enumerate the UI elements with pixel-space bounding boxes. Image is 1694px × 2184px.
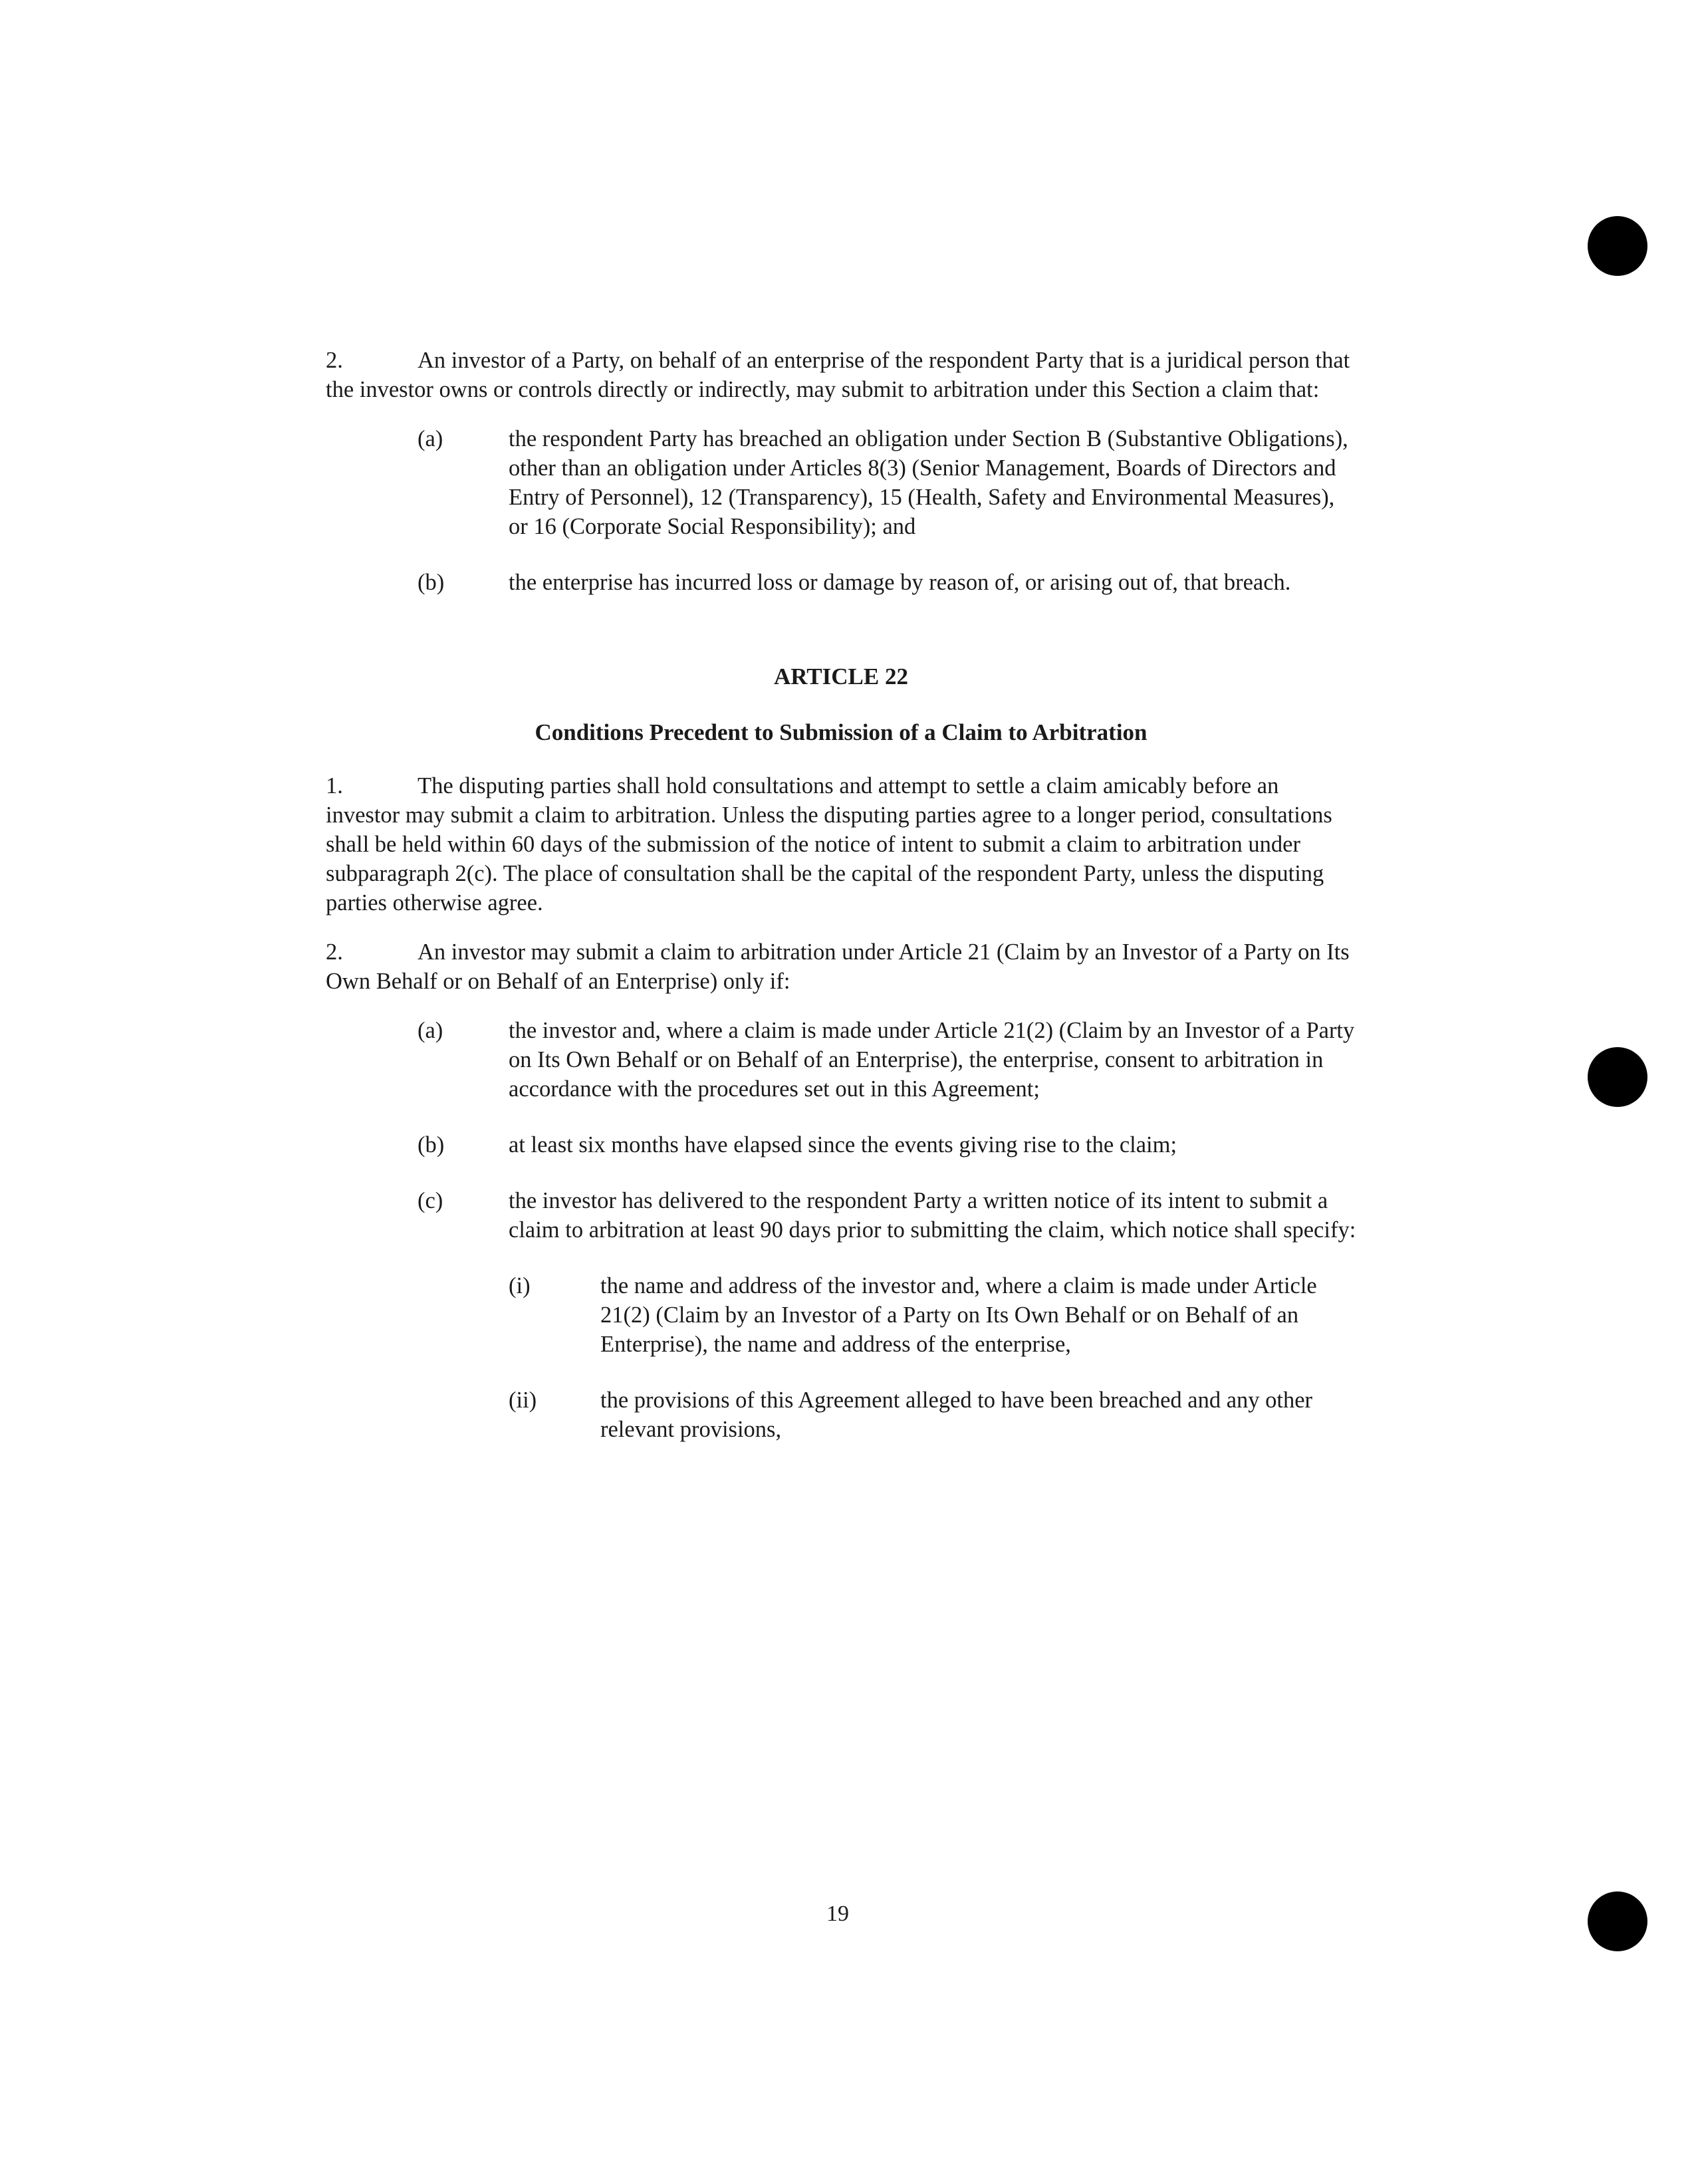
item-label: (a)	[418, 426, 443, 451]
paragraph-text: An investor may submit a claim to arbitration under Article 21 (Claim by an Investor of a Party on Its Own Behalf or on Behalf of an Enterprise) only if:	[326, 939, 1350, 994]
punch-hole-top	[1588, 216, 1647, 276]
item-label: (i)	[509, 1273, 531, 1298]
paragraph-22-2	[326, 937, 1356, 996]
paragraph-number: 2.	[326, 348, 343, 373]
item-text: the respondent Party has breached an obligation under Section B (Substantive Obligations), other than an obligation under Articles 8(3) (Senior Management, Boards of Directors and Entry of Personnel), 12 (Transparency), 15 (Health, Safety and Environmental Measures), or 16 (Corporate Social Responsibility); and	[509, 426, 1348, 539]
item-label: (b)	[418, 570, 445, 595]
item-text: the provisions of this Agreement alleged to have been breached and any other relevant provisions,	[600, 1388, 1313, 1442]
list-item	[418, 1016, 1356, 1104]
paragraph-21-2	[326, 346, 1356, 404]
list-item	[418, 1186, 1356, 1245]
list-item	[418, 424, 1356, 541]
punch-hole-middle	[1588, 1047, 1647, 1107]
article-title: Conditions Precedent to Submission of a Claim to Arbitration	[535, 719, 1148, 745]
paragraph-number: 2.	[326, 939, 343, 965]
item-label: (a)	[418, 1018, 443, 1043]
subparagraph-list	[326, 424, 1356, 597]
article-number: ARTICLE 22	[773, 664, 908, 689]
subparagraph-list	[326, 1016, 1356, 1444]
list-item	[418, 568, 1356, 597]
punch-hole-bottom	[1588, 1891, 1647, 1951]
item-label: (b)	[418, 1132, 445, 1157]
paragraph-22-1	[326, 771, 1356, 917]
paragraph-text: The disputing parties shall hold consultations and attempt to settle a claim amicably before an investor may submit a claim to arbitration. Unless the disputing parties agree to a longer period, consultations shall be held within 60 days of the submission of the notice of intent to submit a claim to arbitration under subparagraph 2(c). The place of consultation shall be the capital of the respondent Party, unless the disputing parties otherwise agree.	[326, 773, 1332, 915]
page-number: 19	[826, 1901, 849, 1926]
list-subitem	[509, 1271, 1356, 1359]
document-page	[326, 346, 1356, 1471]
list-item	[418, 1130, 1356, 1159]
item-text: at least six months have elapsed since the events giving rise to the claim;	[509, 1132, 1177, 1157]
item-label: (c)	[418, 1188, 443, 1213]
paragraph-text: An investor of a Party, on behalf of an enterprise of the respondent Party that is a juridical person that the investor owns or controls directly or indirectly, may submit to arbitration under this Section a claim that:	[326, 348, 1350, 402]
item-text: the enterprise has incurred loss or damage by reason of, or arising out of, that breach.	[509, 570, 1291, 595]
item-text: the investor and, where a claim is made under Article 21(2) (Claim by an Investor of a Party on Its Own Behalf or on Behalf of an Enterprise), the enterprise, consent to arbitration in accordance with the procedures set out in this Agreement;	[509, 1018, 1355, 1102]
item-label: (ii)	[509, 1388, 537, 1413]
item-text: the investor has delivered to the respondent Party a written notice of its intent to submit a claim to arbitration at least 90 days prior to submitting the claim, which notice shall specify:	[509, 1188, 1356, 1243]
list-subitem	[509, 1386, 1356, 1444]
item-text: the name and address of the investor and, where a claim is made under Article 21(2) (Claim by an Investor of a Party on Its Own Behalf or on Behalf of an Enterprise), the name and address of the enterprise,	[600, 1273, 1317, 1357]
paragraph-number: 1.	[326, 773, 343, 798]
